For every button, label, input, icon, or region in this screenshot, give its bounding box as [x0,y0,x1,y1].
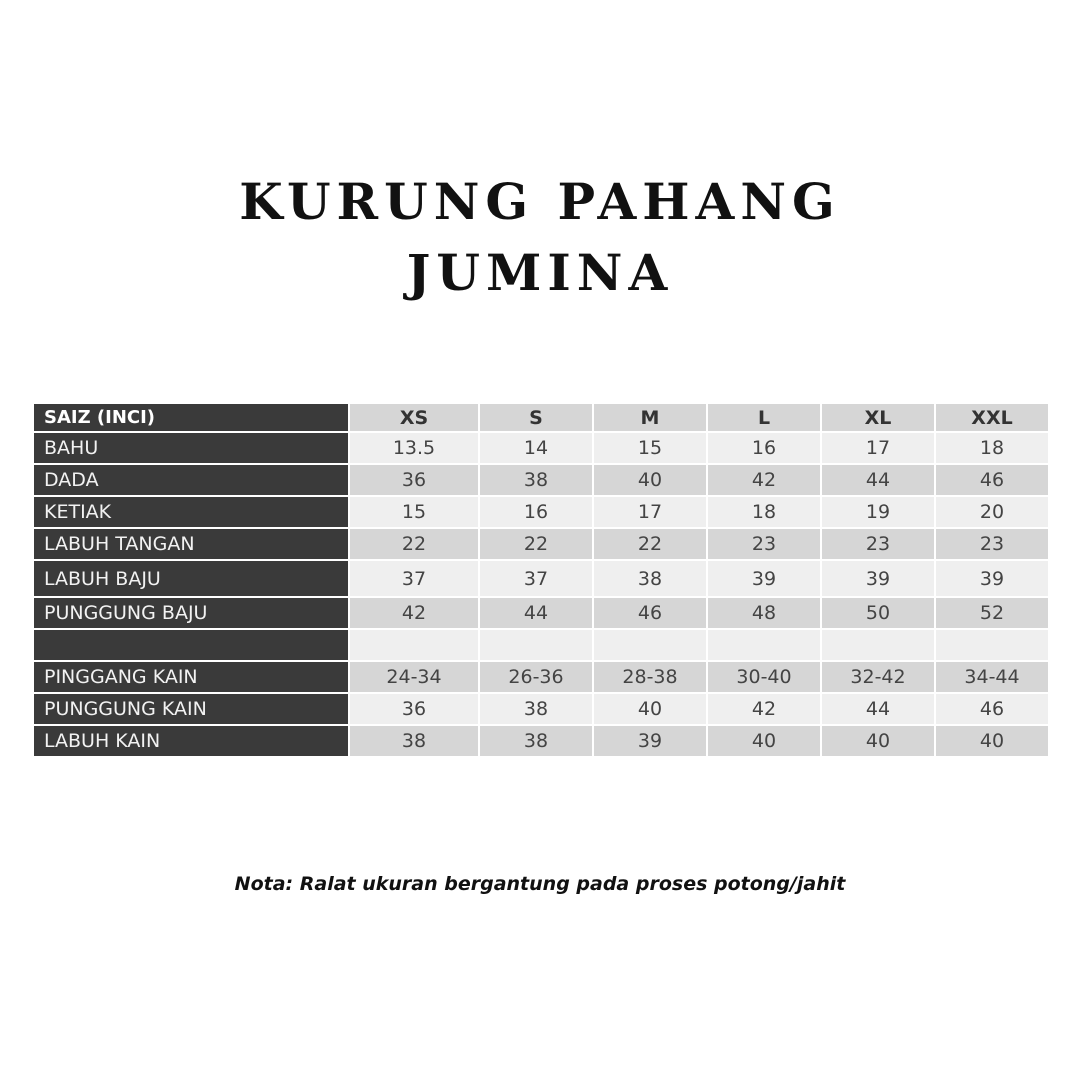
size-header: XS [350,404,478,431]
cell-value: 36 [350,465,478,495]
cell-value: 22 [350,529,478,559]
header-label: SAIZ (INCI) [34,404,348,431]
cell-value [708,630,820,660]
cell-value: 18 [936,433,1048,463]
cell-value: 52 [936,598,1048,628]
size-header: M [594,404,706,431]
cell-value: 23 [708,529,820,559]
cell-value [822,630,934,660]
cell-value: 17 [594,497,706,527]
table-row [34,662,1048,692]
cell-value: 37 [350,561,478,596]
cell-value: 15 [350,497,478,527]
row-label: LABUH KAIN [34,726,348,756]
cell-value: 46 [936,694,1048,724]
cell-value: 38 [480,694,592,724]
cell-value: 40 [594,694,706,724]
cell-value: 42 [708,694,820,724]
cell-value: 37 [480,561,592,596]
cell-value: 44 [822,694,934,724]
cell-value [350,630,478,660]
cell-value: 38 [480,726,592,756]
cell-value: 26-36 [480,662,592,692]
cell-value: 38 [480,465,592,495]
size-header: L [708,404,820,431]
header-row [34,404,1048,431]
cell-value: 34-44 [936,662,1048,692]
note-text: Nota: Ralat ukuran bergantung pada proses potong/jahit [234,873,846,895]
cell-value: 38 [350,726,478,756]
table-row [34,726,1048,756]
cell-value: 28-38 [594,662,706,692]
cell-value: 38 [594,561,706,596]
cell-value: 17 [822,433,934,463]
cell-value [936,630,1048,660]
cell-value: 13.5 [350,433,478,463]
cell-value: 18 [708,497,820,527]
cell-value: 20 [936,497,1048,527]
table-row [34,433,1048,463]
cell-value: 40 [822,726,934,756]
cell-value: 23 [936,529,1048,559]
cell-value [594,630,706,660]
cell-value: 44 [822,465,934,495]
cell-value: 14 [480,433,592,463]
cell-value: 46 [594,598,706,628]
row-label: PUNGGUNG BAJU [34,598,348,628]
cell-value: 44 [480,598,592,628]
row-label: LABUH TANGAN [34,529,348,559]
cell-value: 39 [822,561,934,596]
cell-value: 42 [708,465,820,495]
row-label: DADA [34,465,348,495]
cell-value: 50 [822,598,934,628]
table-row [34,598,1048,628]
row-label: PUNGGUNG KAIN [34,694,348,724]
cell-value: 46 [936,465,1048,495]
cell-value: 16 [480,497,592,527]
cell-value: 19 [822,497,934,527]
title-line-2: JUMINA [406,243,674,302]
cell-value: 40 [708,726,820,756]
cell-value: 39 [594,726,706,756]
row-label [34,630,348,660]
title-line-1: KURUNG PAHANG [239,172,841,231]
cell-value: 39 [708,561,820,596]
cell-value: 30-40 [708,662,820,692]
size-header: XXL [936,404,1048,431]
cell-value: 22 [594,529,706,559]
size-chart-table [32,402,1050,758]
cell-value: 40 [594,465,706,495]
cell-value: 23 [822,529,934,559]
row-label: LABUH BAJU [34,561,348,596]
cell-value: 24-34 [350,662,478,692]
cell-value: 32-42 [822,662,934,692]
table-row [34,694,1048,724]
cell-value: 40 [936,726,1048,756]
table-row [34,630,1048,660]
size-header: XL [822,404,934,431]
table-row [34,465,1048,495]
cell-value: 42 [350,598,478,628]
row-label: BAHU [34,433,348,463]
size-header: S [480,404,592,431]
cell-value: 15 [594,433,706,463]
cell-value: 36 [350,694,478,724]
cell-value: 22 [480,529,592,559]
cell-value: 39 [936,561,1048,596]
table-row [34,497,1048,527]
cell-value: 48 [708,598,820,628]
row-label: KETIAK [34,497,348,527]
cell-value [480,630,592,660]
row-label: PINGGANG KAIN [34,662,348,692]
cell-value: 16 [708,433,820,463]
table-row [34,529,1048,559]
table-row [34,561,1048,596]
